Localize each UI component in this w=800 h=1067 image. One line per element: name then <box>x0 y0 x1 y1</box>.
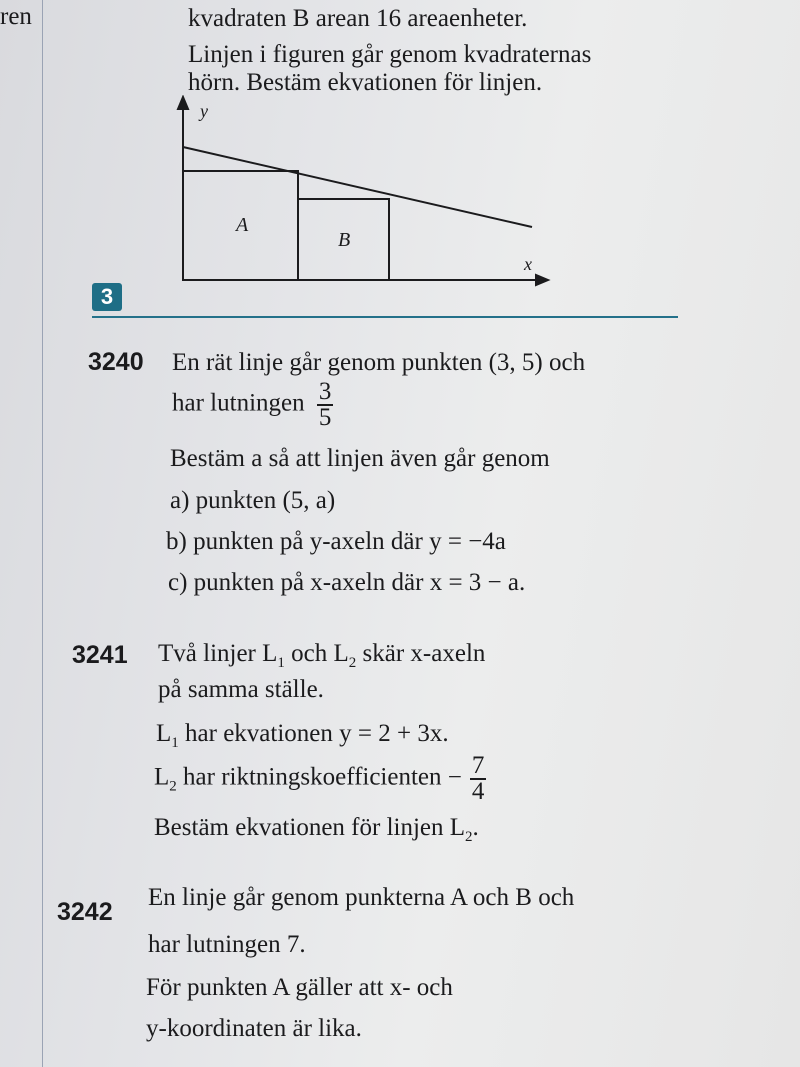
text-segment: och L <box>284 640 349 667</box>
square-b-label: B <box>338 229 351 251</box>
subscript: 2 <box>348 655 357 671</box>
text-segment: Bestäm ekvationen för linjen L <box>154 814 466 841</box>
fraction-numerator: 3 <box>318 378 332 405</box>
subscript: 1 <box>277 655 285 671</box>
y-axis-arrow <box>178 97 188 109</box>
problem-3242-number: 3242 <box>57 898 113 926</box>
page-margin-line <box>42 0 43 1067</box>
subscript: 2 <box>465 829 473 845</box>
problem-3240-slope-label: har lutningen <box>172 389 305 417</box>
problem-3241-line-5 <box>154 813 479 852</box>
problem-3242-line-1: En linje går genom punkterna A och B och <box>148 884 575 911</box>
problem-3242-line-2: har lutningen 7. <box>148 931 306 958</box>
problem-3241-line-1 <box>158 639 485 678</box>
y-axis-label: y <box>200 101 208 121</box>
problem-3240-part-c: c) punkten på x-axeln där x = 3 − a. <box>168 569 526 596</box>
fraction-denominator: 4 <box>471 778 485 805</box>
left-text-fragment: ren <box>0 3 32 30</box>
problem-3240-line-2 <box>172 380 333 430</box>
x-axis-arrow <box>536 275 548 285</box>
squares-figure <box>160 95 560 300</box>
intro-line-3: hörn. Bestäm ekvationen för linjen. <box>188 69 543 96</box>
problem-3242-line-3: För punkten A gäller att x- och <box>146 974 453 1001</box>
text-segment: Två linjer L <box>158 640 278 667</box>
text-segment: L <box>154 763 170 791</box>
fraction-sign: − <box>447 763 462 791</box>
problem-3241-number: 3241 <box>72 641 128 669</box>
problem-3242-line-4: y-koordinaten är lika. <box>146 1015 362 1042</box>
intro-line-1: kvadraten B arean 16 areaenheter. <box>188 5 528 32</box>
text-segment: skär x-axeln <box>356 640 486 667</box>
text-segment: har ekvationen y = 2 + 3x. <box>178 720 449 747</box>
subscript: 1 <box>171 735 179 751</box>
problem-3240-part-b: b) punkten på y-axeln där y = −4a <box>166 528 506 555</box>
subscript: 2 <box>169 778 177 795</box>
text-segment: . <box>472 814 479 841</box>
intro-line-2: Linjen i figuren går genom kvadraternas <box>188 41 592 68</box>
chapter-badge: 3 <box>92 283 122 311</box>
text-segment: har riktningskoefficienten <box>176 763 442 791</box>
section-rule <box>92 316 678 318</box>
problem-3240-line-1: En rät linje går genom punkten (3, 5) och <box>172 349 586 376</box>
problem-3241-line-4 <box>154 754 486 804</box>
text-segment: L <box>156 720 172 747</box>
problem-3240-part-a: a) punkten (5, a) <box>170 487 336 514</box>
fraction-denominator: 5 <box>318 404 332 431</box>
square-a-label: A <box>236 214 249 236</box>
x-axis-label: x <box>524 254 532 274</box>
problem-3241-line-3 <box>156 719 449 758</box>
problem-3241-slope-fraction <box>470 754 487 804</box>
fraction-numerator: 7 <box>471 752 485 779</box>
problem-3240-line-3: Bestäm a så att linjen även går genom <box>170 445 550 472</box>
problem-3241-line-2: på samma ställe. <box>158 676 324 703</box>
problem-3240-number: 3240 <box>88 348 144 376</box>
problem-3240-slope-fraction <box>317 380 334 430</box>
